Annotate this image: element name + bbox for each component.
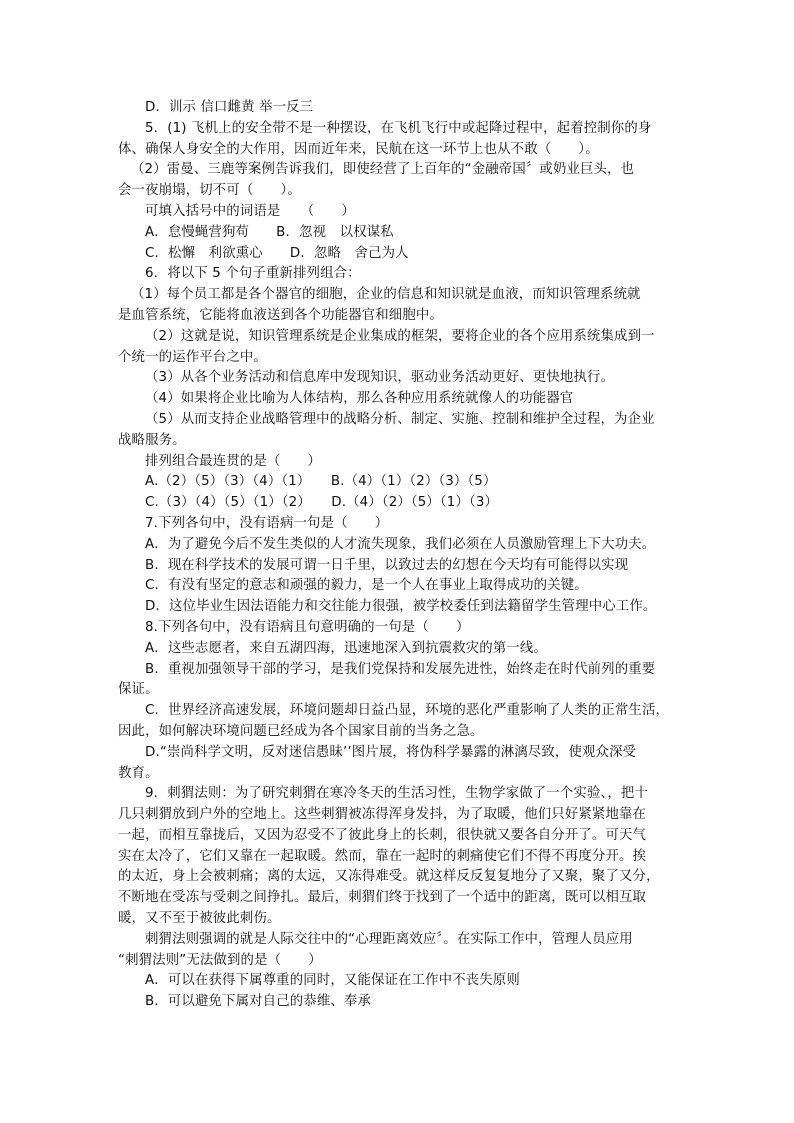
text-line: 可填入括号中的词语是 （ ） [145, 203, 355, 219]
text-line: B．可以避免下属对自己的恭维、奉承 [145, 994, 371, 1010]
text-line: 6．将以下 5 个句子重新排列组合： [145, 266, 361, 282]
text-line: （2）这就是说，知识管理系统是企业集成的框架，要将企业的各个应用系统集成到一 [145, 328, 655, 344]
text-line: （4）如果将企业比喻为人体结构，那么各种应用系统就像人的功能器官 [145, 391, 574, 407]
text-line: 7.下列各句中，没有语病一句是（ ） [145, 515, 389, 531]
text-line: 5．(1) 飞机上的安全带不是一种摆设，在飞机飞行中或起降过程中，起着控制你的身 [145, 120, 652, 136]
text-line: C．世界经济高速发展，环境问题却日益凸显，环境的恶化严重影响了人类的正常生活， [145, 703, 670, 719]
text-line: B．现在科学技术的发展可谓一日千里，以致过去的幻想在今天均有可能得以实现 [145, 557, 629, 573]
text-line: D.“崇尚科学文明，反对迷信愚昧’’图片展，将伪科学暴露的淋漓尽致，使观众深受 [145, 744, 637, 760]
text-line: C.（3）（4）（5）（1）（2） D.（4）（2）（5）（1）（3） [145, 495, 499, 511]
text-line: D．这位毕业生因法语能力和交往能力很强，被学校委任到法籍留学生管理中心工作。 [145, 599, 657, 615]
text-line: D．训示 信口雌黄 举一反三 [145, 100, 314, 115]
text-line: A．为了避免今后不发生类似的人才流失现象，我们必须在人员激励管理上下大功夫。 [145, 536, 656, 552]
text-line: 个统一的运作平台之中。 [118, 349, 267, 365]
text-line: 教育。 [118, 765, 159, 781]
text-line: 的太近，身上会被刺痛；离的太远，又冻得难受。就这样反反复复地分了又聚，聚了又分， [118, 869, 660, 885]
text-line: 刺猬法则强调的就是人际交往中的“心理距离效应〞。在实际工作中，管理人员应用 [145, 931, 633, 947]
text-line: B．重视加强领导干部的学习，是我们党保持和发展先进性，始终走在时代前列的重要 [145, 661, 656, 677]
text-line: 排列组合最连贯的是（ ） [145, 453, 322, 469]
text-line: A．可以在获得下属尊重的同时，又能保证在工作中不丧失原则 [145, 973, 520, 989]
text-line: 9．刺猬法则：为了研究刺猬在寒冷冬天的生活习性，生物学家做了一个实验、，把十 [145, 786, 648, 802]
text-line: C．有没有坚定的意志和顽强的毅力，是一个人在事业上取得成功的关键。 [145, 578, 588, 594]
text-line: 因此，如何解决环境问题已经成为各个国家目前的当务之急。 [118, 723, 484, 739]
text-line: A．怠慢蝇营狗苟 B．忽视 以权谋私 [145, 224, 394, 240]
text-line: 8.下列各句中，没有语病且句意明确的一句是（ ） [145, 619, 470, 635]
text-line: 实在太冷了，它们又靠在一起取暖。然而，靠在一起时的刺痛使它们不得不再度分开。挨 [118, 848, 647, 864]
text-line: （1）每个员工都是各个器官的细胞，企业的信息和知识就是血液，而知识管理系统就 [131, 287, 641, 303]
text-line: 一起，而相互靠拢后，又因为忍受不了彼此身上的长刺，很快就又要各自分开了。可天气 [118, 827, 647, 843]
document-page [118, 98, 680, 1013]
text-line: 会一夜崩塌，切不可（ ）。 [118, 183, 301, 199]
text-line: A．这些志愿者，来自五湖四海，迅速地深入到抗震救灾的第一线。 [145, 640, 547, 656]
text-line: 暖，又不至于被彼此刺伤。 [118, 911, 281, 927]
text-line: 几只刺猬放到户外的空地上。这些刺猬被冻得浑身发抖，为了取暖，他们只好紧紧地靠在 [118, 807, 647, 823]
text-line: （2）雷曼、三鹿等案例告诉我们，即使经营了上百年的“金融帝国〞或奶业巨头，也 [131, 162, 635, 178]
text-line: 保证。 [118, 682, 159, 698]
text-line: 不断地在受冻与受刺之间挣扎。最后，刺猬们终于找到了一个适中的距离，既可以相互取 [118, 890, 647, 906]
text-line: 是血管系统，它能将血液送到各个功能器官和细胞中。 [118, 307, 443, 323]
text-line: 战略服务。 [118, 432, 186, 448]
text-line: A.（2）（5）（3）（4）（1） B.（4）（1）（2）（3）（5） [145, 474, 497, 490]
text-line: （3）从各个业务活动和信息库中发现知识，驱动业务活动更好、更快地执行。 [145, 370, 615, 386]
text-line: 体、确保人身安全的大作用，因而近年来，民航在这一环节上也从不敢（ ）。 [118, 141, 599, 157]
text-line: C．松懈 利欲熏心 D．忽略 舍己为人 [145, 245, 409, 261]
text-line: （5）从而支持企业战略管理中的战略分析、制定、实施、控制和维护全过程，为企业 [145, 411, 655, 427]
text-line: “刺猬法则”无法做到的是（ ） [118, 952, 322, 968]
